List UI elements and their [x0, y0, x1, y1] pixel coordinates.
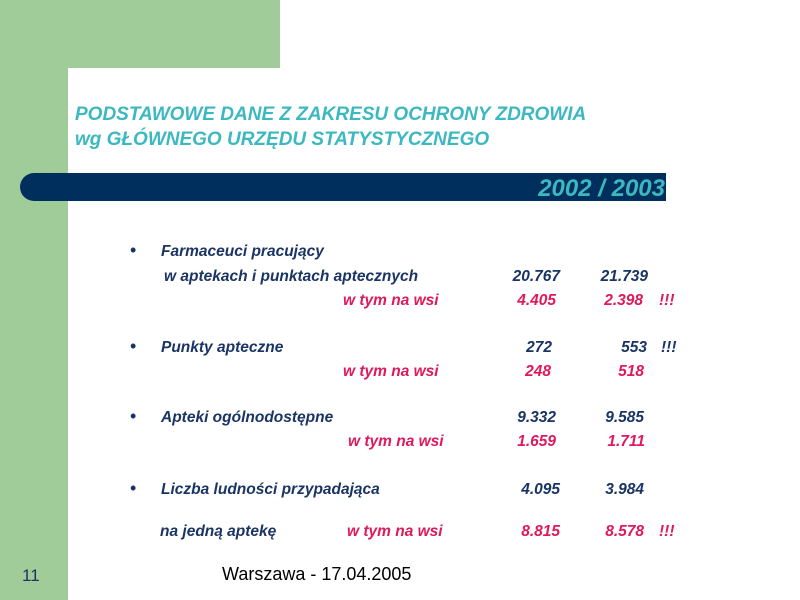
value-2002: 4.095	[521, 481, 560, 498]
rural-value-2002: 1.659	[517, 433, 556, 450]
value-2002: 9.332	[517, 409, 556, 426]
item-sublabel: na jedną aptekę	[160, 523, 277, 540]
rural-label: w tym na wsi	[348, 433, 444, 450]
rural-value-2002: 8.815	[521, 523, 560, 540]
value-2003: 553	[621, 339, 647, 356]
rural-label: w tym na wsi	[343, 363, 439, 380]
rural-label: w tym na wsi	[347, 523, 443, 540]
footer-text: Warszawa - 17.04.2005	[222, 564, 412, 584]
value-2003: 3.984	[605, 481, 644, 498]
slide-title	[75, 102, 586, 152]
item-label: Liczba ludności przypadająca	[161, 481, 380, 498]
bullet-icon: •	[130, 478, 137, 498]
decor-green-left	[0, 0, 68, 600]
value-2003: 21.739	[600, 268, 648, 285]
item-sublabel: w aptekach i punktach aptecznych	[164, 268, 419, 285]
exclamation-mark: !!!	[659, 523, 675, 540]
rural-value-2003: 8.578	[605, 523, 644, 540]
rural-value-2002: 248	[525, 363, 551, 380]
bullet-icon: •	[130, 406, 137, 426]
value-2003: 9.585	[605, 409, 644, 426]
value-2002: 272	[526, 339, 552, 356]
bullet-icon: •	[130, 240, 137, 260]
item-label: Punkty apteczne	[161, 339, 284, 356]
title-line-1: PODSTAWOWE DANE Z ZAKRESU OCHRONY ZDROWIA	[75, 104, 587, 125]
exclamation-mark: !!!	[661, 339, 677, 356]
title-line-2: wg GŁÓWNEGO URZĘDU STATYSTYCZNEGO	[75, 129, 490, 150]
exclamation-mark: !!!	[659, 292, 675, 309]
item-label: Farmaceuci pracujący	[161, 243, 324, 260]
page-number: 11	[22, 566, 40, 585]
bullet-icon: •	[130, 336, 137, 356]
rural-value-2003: 1.711	[607, 433, 645, 450]
item-label: Apteki ogólnodostępne	[161, 409, 334, 426]
rural-label: w tym na wsi	[343, 292, 439, 309]
rural-value-2003: 2.398	[604, 292, 643, 309]
rural-value-2002: 4.405	[517, 292, 556, 309]
value-2002: 20.767	[512, 268, 560, 285]
rural-value-2003: 518	[618, 363, 644, 380]
years-label: 2002 / 2003	[538, 175, 665, 202]
